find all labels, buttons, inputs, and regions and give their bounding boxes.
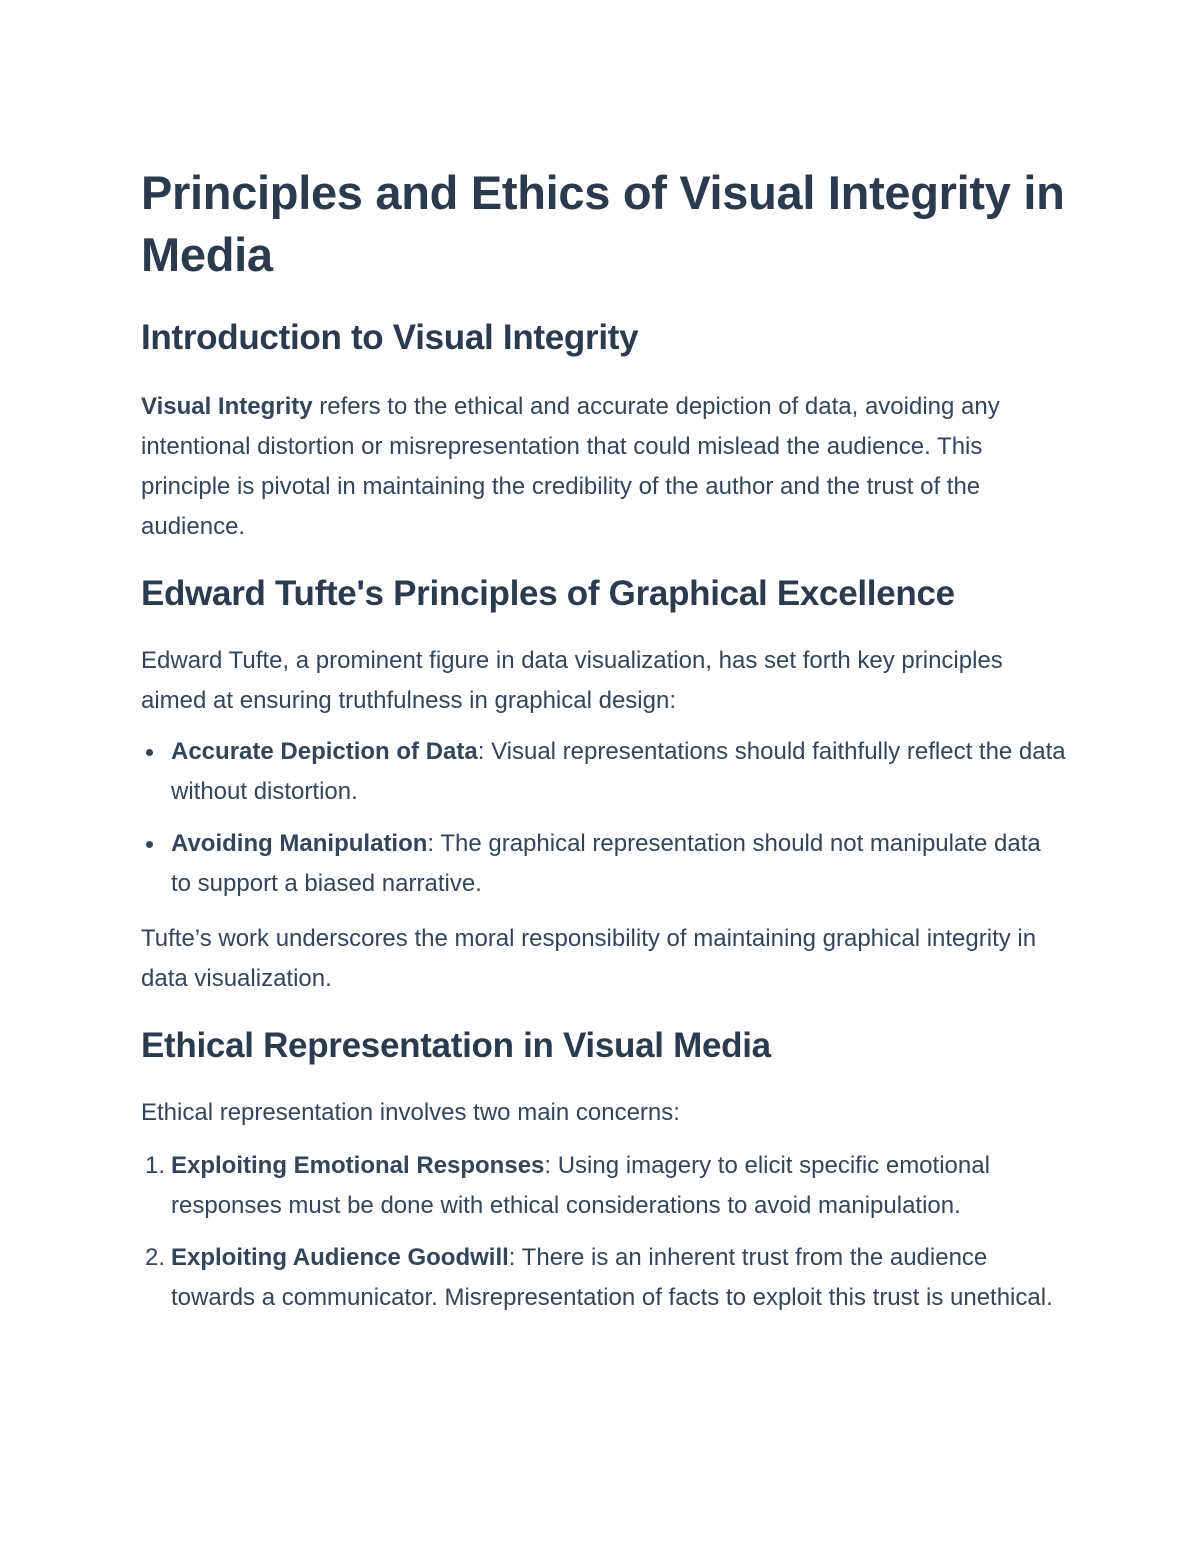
section-paragraph-introduction <box>141 387 1066 547</box>
section-heading-ethical-representation: Ethical Representation in Visual Media <box>141 1026 771 1065</box>
list-item <box>141 732 1066 812</box>
bold-term: Exploiting Audience Goodwill <box>171 1244 509 1271</box>
bold-term: Accurate Depiction of Data <box>171 738 478 765</box>
paragraph-text: refers to the ethical and accurate depiction of data, avoiding any intentional distortion or misrepresentation that could mislead the audience. This principle is pivotal in maintaining the credibility of the author and the trust of the audience. <box>141 393 1000 540</box>
list-number: 2. <box>145 1244 166 1271</box>
bold-term: Avoiding Manipulation <box>171 830 428 857</box>
section-paragraph-ethical-intro: Ethical representation involves two main concerns: <box>141 1099 680 1126</box>
numbered-list <box>141 1146 1066 1318</box>
bullet-list <box>141 732 1066 904</box>
section-paragraph-tufte-closing: Tufte’s work underscores the moral responsibility of maintaining graphical integrity in data visualization. <box>141 925 1037 992</box>
list-item <box>141 1146 1066 1226</box>
list-item-text: : The graphical representation should not manipulate data to support a biased narrative. <box>171 830 1041 897</box>
list-item-text: : Visual representations should faithfully reflect the data without distortion. <box>171 738 1066 805</box>
bold-term: Visual Integrity <box>141 393 313 420</box>
list-item <box>141 1238 1066 1318</box>
list-number: 1. <box>145 1152 166 1179</box>
section-heading-introduction: Introduction to Visual Integrity <box>141 318 639 357</box>
section-heading-tufte: Edward Tufte's Principles of Graphical Excellence <box>141 574 955 613</box>
document-title: Principles and Ethics of Visual Integrity in Media <box>141 166 1065 281</box>
list-item-text: : Using imagery to elicit specific emotional responses must be done with ethical considerations to avoid manipulation. <box>171 1152 990 1219</box>
list-item <box>141 824 1066 904</box>
section-paragraph-tufte-intro: Edward Tufte, a prominent figure in data visualization, has set forth key principles aimed at ensuring truthfulness in graphical design: <box>141 647 1003 714</box>
list-item-text: : There is an inherent trust from the audience towards a communicator. Misrepresentation of facts to exploit this trust is unethical. <box>171 1244 1053 1311</box>
bold-term: Exploiting Emotional Responses <box>171 1152 545 1179</box>
